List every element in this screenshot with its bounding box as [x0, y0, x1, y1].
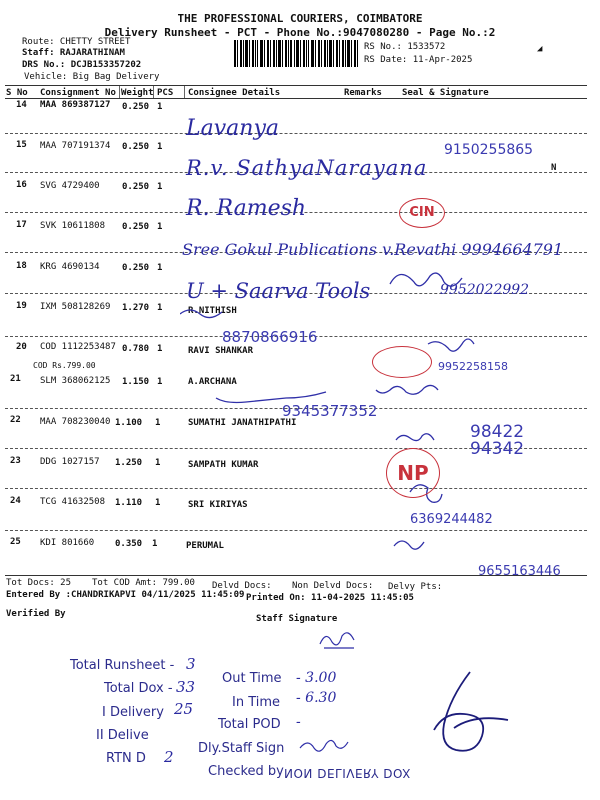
row-pcs: 1 [157, 263, 163, 273]
staff-label: Staff: RAJARATHINAM [22, 48, 125, 58]
handwritten-phone: 8870866916 [222, 328, 318, 346]
row-consignment: MAA 708230040 [40, 417, 111, 427]
row-pcs: 1 [157, 377, 163, 387]
row-pcs: 1 [157, 303, 163, 313]
col-sno: S No [6, 88, 28, 98]
row-sno: 15 [16, 140, 27, 150]
col-seal-signature: Seal & Signature [402, 88, 489, 98]
dly-staff-sign-label: Dly.Staff Sign [198, 741, 285, 756]
row-consignment: IXM 508128269 [40, 302, 111, 312]
row-consignee-name: SAMPATH KUMAR [188, 460, 259, 470]
cin-stamp: CIN [399, 198, 445, 228]
row-pcs: 1 [157, 222, 163, 232]
col-pcs: PCS [157, 88, 174, 98]
row-consignment: SVK 10611808 [40, 221, 106, 231]
arrow-mark-icon: ◢ [537, 44, 543, 54]
i-delivery-value: 25 [174, 700, 194, 718]
row-consignee-name: RAVI SHANKAR [188, 346, 254, 356]
row-consignment: MAA 869387127 [40, 100, 111, 110]
handwritten-consignee: Lavanya [186, 116, 279, 141]
handwritten-consignee: R. Ramesh [186, 196, 307, 221]
row-consignment: DDG 1027157 [40, 457, 100, 467]
col-consignment: Consignment No [40, 88, 116, 98]
row-consignment: SLM 368062125 [40, 376, 111, 386]
delivered-docs: Delvd Docs: [212, 581, 272, 591]
runsheet-title: Delivery Runsheet - PCT - Phone No.:9047080280 - Page No.:2 [104, 26, 496, 39]
row-consignee-name: SRI KIRIYAS [188, 500, 248, 510]
route-label: Route: CHETTY STREET [22, 37, 131, 47]
total-pod-value: - [296, 714, 301, 730]
rs-number: RS No.: 1533572 [364, 42, 446, 52]
non-delivery-dox-mirrored: NON DELIVERY DOX [284, 766, 411, 780]
np-stamp: NP [386, 448, 440, 498]
handwritten-consignee: Sree Gokul Publications v.Revathi 9994664791 [182, 240, 564, 259]
entered-by: Entered By :CHANDRIKAPVI 04/11/2025 11:45:09 [6, 590, 245, 600]
col-remarks: Remarks [344, 88, 382, 98]
col-divider [119, 86, 120, 98]
handwritten-phone: 9952258158 [438, 360, 508, 373]
row-consignment: KRG 4690134 [40, 262, 100, 272]
rs-date: RS Date: 11-Apr-2025 [364, 55, 473, 65]
row-weight: 0.250 [122, 222, 150, 232]
dly-staff-signature-scribble [296, 732, 356, 756]
out-time-value: - 3.00 [296, 670, 337, 686]
row-pcs: 1 [157, 142, 163, 152]
checked-by-label: Checked by [208, 764, 284, 779]
rtn-value: 2 [164, 748, 174, 766]
row-weight: 0.780 [122, 344, 150, 354]
staff-signature-scribble [316, 626, 360, 652]
handwritten-consignee: U + Saarva Tools [186, 279, 371, 303]
row-sno: 14 [16, 100, 27, 110]
row-pcs: 1 [157, 344, 163, 354]
handwritten-phone: 9150255865 [444, 142, 534, 158]
row-sno: 18 [16, 261, 27, 271]
table-header-rule [5, 98, 587, 99]
row-weight: 0.250 [122, 142, 150, 152]
handwritten-phone: 6369244482 [410, 512, 493, 527]
drs-number: DRS No.: DCJB153357202 [22, 60, 142, 70]
total-runsheet-label: Total Runsheet - [70, 658, 175, 673]
row-sno: 17 [16, 220, 27, 230]
row-sno: 20 [16, 342, 27, 352]
row-weight: 0.350 [115, 539, 143, 549]
row-sno: 25 [10, 537, 21, 547]
red-stamp-oval [372, 346, 432, 378]
cod-amount-note: COD Rs.799.00 [33, 361, 96, 370]
i-delivery-label: I Delivery [102, 705, 164, 720]
row-weight: 0.250 [122, 263, 150, 273]
row-weight: 1.150 [122, 377, 150, 387]
verified-by: Verified By [6, 609, 66, 619]
row-consignee-name: A.ARCHANA [188, 377, 237, 387]
row-weight: 1.110 [115, 498, 143, 508]
total-dox-value: 33 [176, 678, 196, 696]
row-sno: 24 [10, 496, 21, 506]
in-time-value: - 6.30 [296, 690, 337, 706]
total-dox-label: Total Dox - [104, 681, 173, 696]
row-consignee-name: PERUMAL [186, 541, 224, 551]
row-pcs: 1 [152, 539, 158, 549]
total-pod-label: Total POD [218, 717, 281, 732]
n-mark: N [551, 163, 557, 173]
col-weight: Weight [121, 88, 154, 98]
row-consignee-name: SUMATHI JANATHIPATHI [188, 418, 297, 428]
col-consignee: Consignee Details [188, 88, 281, 98]
row-rule [5, 133, 587, 134]
handwritten-consignee: R.v. SathyaNarayana [186, 156, 428, 180]
printed-on: Printed On: 11-04-2025 11:45:05 [246, 593, 414, 603]
row-weight: 1.270 [122, 303, 150, 313]
row-sno: 21 [10, 374, 21, 384]
company-title: THE PROFESSIONAL COURIERS, COIMBATORE [177, 12, 423, 25]
row-consignment: SVG 4729400 [40, 181, 100, 191]
row-consignee-name: R.NITHISH [188, 306, 237, 316]
checker-signature-scribble [424, 668, 514, 758]
table-top-rule [5, 85, 587, 86]
row-sno: 16 [16, 180, 27, 190]
delivery-points: Delvy Pts: [388, 582, 443, 592]
row-weight: 1.250 [115, 458, 143, 468]
row-pcs: 1 [157, 102, 163, 112]
row-sno: 23 [10, 456, 21, 466]
col-divider [184, 86, 185, 98]
ii-delivery-label: II Delive [96, 728, 149, 743]
row-pcs: 1 [157, 182, 163, 192]
handwritten-phone: 9952022992 [440, 282, 530, 298]
row-pcs: 1 [155, 418, 161, 428]
row-consignment: TCG 41632508 [40, 497, 106, 507]
in-time-label: In Time [232, 695, 281, 710]
row-pcs: 1 [155, 498, 161, 508]
signature-scribbles [180, 230, 600, 590]
handwritten-phone: 98422 94342 [470, 422, 525, 459]
row-weight: 0.250 [122, 182, 150, 192]
row-weight: 0.250 [122, 102, 150, 112]
vehicle-label: Vehicle: Big Bag Delivery [24, 72, 160, 82]
total-docs: Tot Docs: 25 [6, 578, 72, 588]
row-sno: 19 [16, 301, 27, 311]
total-runsheet-value: 3 [186, 655, 196, 673]
total-cod-amount: Tot COD Amt: 799.00 [92, 578, 195, 588]
row-weight: 1.100 [115, 418, 143, 428]
row-consignment: KDI 801660 [40, 538, 95, 548]
row-pcs: 1 [155, 458, 161, 468]
barcode-image [234, 40, 358, 67]
row-sno: 22 [10, 415, 21, 425]
rtn-label: RTN D [106, 751, 146, 766]
staff-signature-label: Staff Signature [256, 614, 338, 624]
row-consignment: COD 1112253487 [40, 342, 116, 352]
handwritten-phone: 9345377352 [282, 402, 378, 420]
handwritten-phone: 9655163446 [478, 564, 561, 579]
non-delivered-docs: Non Delvd Docs: [292, 581, 374, 591]
row-consignment: MAA 707191374 [40, 141, 111, 151]
col-divider [153, 86, 154, 98]
out-time-label: Out Time [222, 671, 282, 686]
